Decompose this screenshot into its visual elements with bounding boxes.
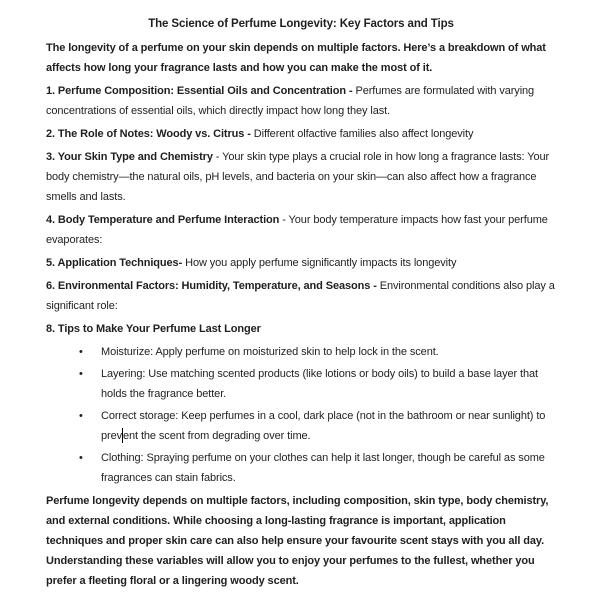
bullet-dot-icon: • <box>79 368 83 380</box>
section-paragraph-3[interactable] <box>46 147 556 207</box>
section-body-3: - Your skin type plays a crucial role in how long a fragrance lasts: Your body chemistry—the natural oils, pH levels, and bacteria on your skin—can also affect how a fragrance smells and lasts. <box>46 151 550 203</box>
bullet-text-clothing: Clothing: Spraying perfume on your clothes can help it last longer, though be careful as some fragrances can stain fabrics. <box>101 452 545 484</box>
section-body-5: How you apply perfume significantly impacts its longevity <box>182 257 457 269</box>
bullet-item-correct-storage[interactable] <box>46 406 556 446</box>
section-heading-1: 1. Perfume Composition: Essential Oils and Concentration - <box>46 85 353 97</box>
bullet-list <box>46 342 556 488</box>
section-paragraph-2[interactable] <box>46 124 556 144</box>
section-heading-5: 5. Application Techniques- <box>46 257 183 269</box>
section-paragraph-6[interactable] <box>46 276 556 316</box>
section-paragraph-1[interactable] <box>46 81 556 121</box>
section-heading-4: 4. Body Temperature and Perfume Interaction <box>46 214 280 226</box>
bullet-item-moisturize[interactable] <box>46 342 556 362</box>
section-body-2: Different olfactive families also affect longevity <box>250 128 474 140</box>
bullet-text-layering: Layering: Use matching scented products (like lotions or body oils) to build a base layer that holds the fragrance better. <box>101 368 538 400</box>
bullet-item-layering[interactable] <box>46 364 556 404</box>
bullet-dot-icon: • <box>79 346 83 358</box>
bullet-text-after-caret: ent the scent from degrading over time. <box>123 430 311 442</box>
document-title: The Science of Perfume Longevity: Key Factors and Tips <box>148 18 454 30</box>
tips-heading[interactable]: 8. Tips to Make Your Perfume Last Longer <box>46 323 261 335</box>
bullet-item-clothing[interactable] <box>46 448 556 488</box>
bullet-text-before-caret: Correct storage: Keep perfumes in a cool, dark place (not in the bathroom or near sunlight) to prev <box>101 410 546 442</box>
bullet-text-correct-storage <box>101 406 556 446</box>
section-paragraph-5[interactable] <box>46 253 556 273</box>
bullet-dot-icon: • <box>79 452 83 464</box>
section-heading-6: 6. Environmental Factors: Humidity, Temperature, and Seasons - <box>46 280 377 292</box>
section-heading-2: 2. The Role of Notes: Woody vs. Citrus - <box>46 128 251 140</box>
section-body-1: Perfumes are formulated with varying concentrations of essential oils, which directly impact how long they last. <box>46 85 535 117</box>
bullet-text-moisturize: Moisturize: Apply perfume on moisturized skin to help lock in the scent. <box>101 346 439 358</box>
section-body-6: Environmental conditions also play a significant role: <box>46 280 555 312</box>
section-heading-3: 3. Your Skin Type and Chemistry <box>46 151 213 163</box>
section-body-4: - Your body temperature impacts how fast your perfume evaporates: <box>46 214 548 246</box>
closing-paragraph[interactable]: Perfume longevity depends on multiple factors, including composition, skin type, body chemistry, and external conditions. While choosing a long-lasting fragrance is important, application techniques and proper skin care can also help ensure your favourite scent stays with you all day. Understanding these variables will allow you to enjoy your perfumes to the fullest, whether you prefer a fleeting floral or a lingering woody scent. <box>46 495 549 587</box>
section-paragraph-4[interactable] <box>46 210 556 250</box>
intro-paragraph[interactable]: The longevity of a perfume on your skin depends on multiple factors. Here’s a breakdown of what affects how long your fragrance lasts and how you can make the most of it. <box>46 42 546 74</box>
bullet-dot-icon: • <box>79 410 83 422</box>
